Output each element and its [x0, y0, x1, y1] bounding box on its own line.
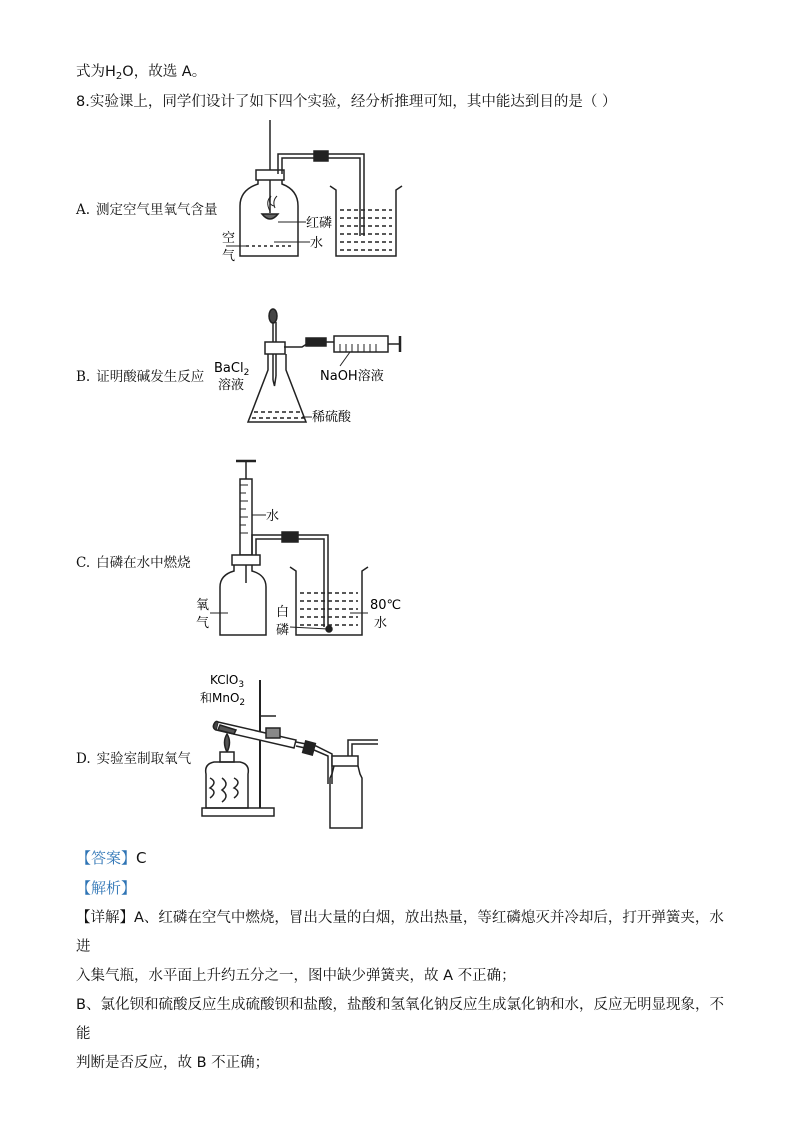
detail-line-1: 【详解】A、红磷在空气中燃烧，冒出大量的白烟，放出热量，等红磷熄灭并冷却后，打开弹簧夹，水进 [76, 910, 724, 955]
option-text: 白磷在水中燃烧 [96, 555, 191, 571]
answer-tag: 【答案】 [76, 849, 137, 867]
detail-line-4: 判断是否反应，故 B 不正确； [76, 1055, 270, 1071]
label-mno2: 和MnO$_2$ [200, 691, 246, 708]
detail-tag: 【详解】 [76, 910, 134, 926]
question-8 [76, 92, 616, 112]
detail-line-3: B、氯化钡和硫酸反应生成硫酸钡和盐酸，盐酸和氢氧化钠反应生成氯化钠和水，反应无明显现象，不能 [76, 997, 724, 1042]
label-kclo3: KClO$_3$ [210, 673, 245, 690]
previous-answer-line: 式为$H_2O$，故选 A。 [76, 64, 207, 82]
option-b [76, 365, 204, 385]
figure-a-apparatus [218, 118, 408, 268]
option-a [76, 198, 218, 218]
label-white-2: 磷 [276, 623, 290, 638]
label-bacl2: BaCl$_2$ [214, 361, 250, 378]
option-d [76, 747, 191, 767]
detail-line-2: 入集气瓶，水平面上升约五分之一，图中缺少弹簧夹，故 A 不正确； [76, 968, 516, 984]
option-text: 证明酸碱发生反应 [96, 369, 205, 385]
option-text: 测定空气里氧气含量 [96, 202, 218, 218]
option-letter: B. [76, 369, 91, 385]
label-white-1: 白 [276, 605, 290, 620]
label-temperature: 80℃ [370, 598, 402, 613]
label-oxygen-2: 气 [196, 616, 210, 631]
figure-b-apparatus [210, 300, 420, 435]
option-c [76, 551, 191, 571]
label-water-funnel: 水 [266, 509, 280, 524]
option-letter: D. [76, 751, 91, 767]
label-water: 水 [310, 236, 324, 251]
analysis-tag: 【解析】 [76, 879, 137, 897]
option-letter: A. [76, 202, 91, 218]
label-naoh-solution: NaOH溶液 [320, 369, 384, 384]
figure-d-apparatus [192, 670, 392, 835]
label-air-2: 气 [222, 249, 236, 264]
figure-c-apparatus [190, 455, 410, 645]
label-oxygen-1: 氧 [196, 598, 210, 613]
detail-paragraph [76, 904, 726, 1078]
answer-value: C [136, 849, 147, 867]
label-red-phosphorus: 红磷 [306, 216, 333, 231]
question-number: 8. [76, 94, 90, 110]
label-dilute-sulfuric-acid: 稀硫酸 [312, 410, 352, 425]
label-water-beaker: 水 [374, 616, 388, 631]
question-text: 实验课上，同学们设计了如下四个实验，经分析推理可知，其中能达到目的是（ ） [89, 94, 617, 110]
analysis-line [76, 878, 136, 898]
answer-line [76, 848, 147, 868]
option-text: 实验室制取氧气 [96, 751, 192, 767]
label-air-1: 空 [222, 231, 236, 246]
label-bacl2-solution: 溶液 [218, 378, 245, 393]
option-letter: C. [76, 555, 91, 571]
